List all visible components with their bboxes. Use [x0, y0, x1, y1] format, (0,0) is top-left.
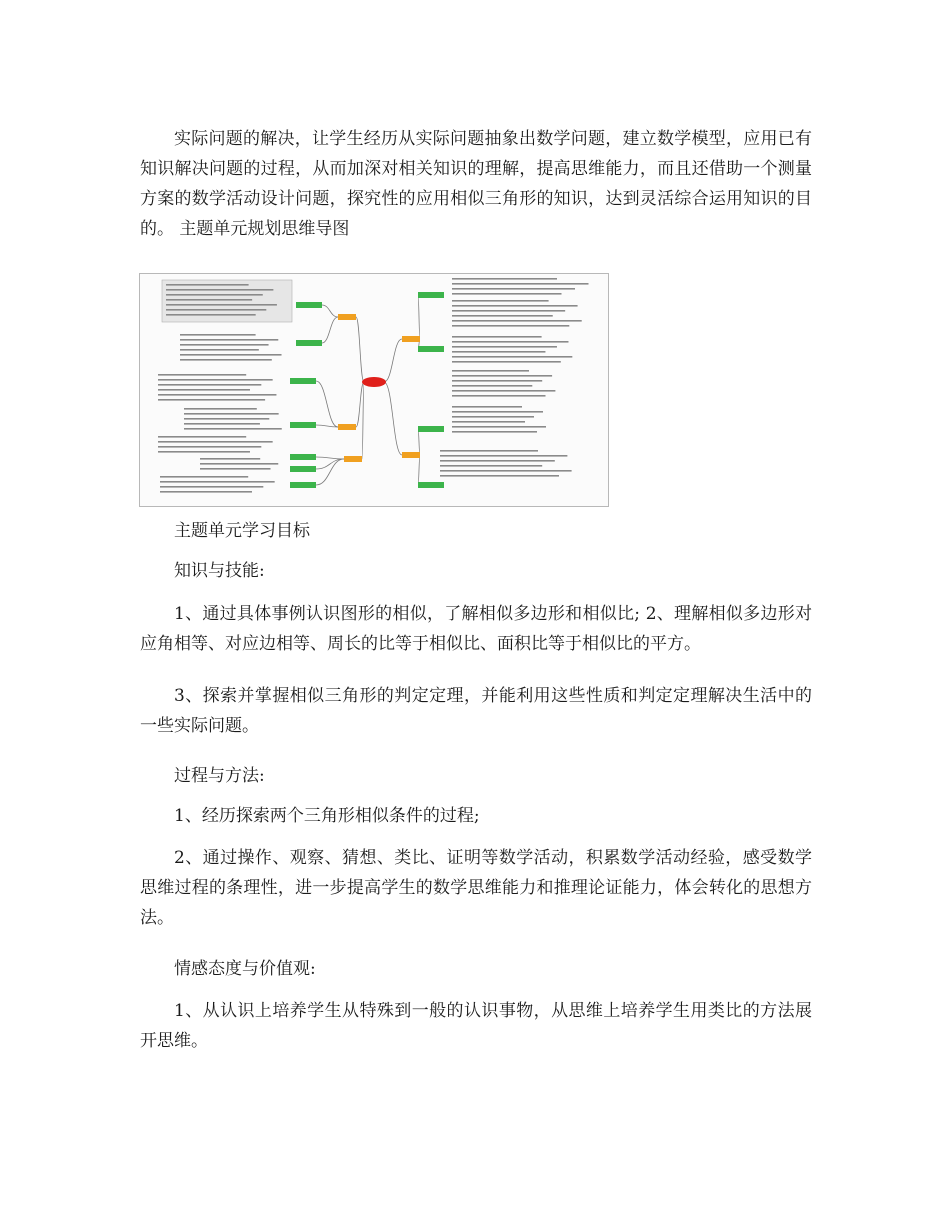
- mindmap-note-panel: [162, 280, 292, 322]
- mindmap-connector: [418, 295, 420, 339]
- intro-paragraph: 实际问题的解决，让学生经历从实际问题抽象出数学问题，建立数学模型，应用已有知识解决问题的过程，从而加深对相关知识的理解，提高思维能力，而且还借助一个测量方案的数学活动设计问题，探究性的应用相似三角形的知识，达到灵活综合运用知识的目的。 主题单元规划思维导图: [140, 129, 812, 239]
- mindmap-text-line: [440, 455, 567, 457]
- mindmap-note-line: [166, 314, 256, 316]
- mindmap-text-line: [180, 344, 269, 346]
- mindmap-connector: [316, 459, 344, 469]
- mindmap-text-line: [452, 416, 534, 418]
- mindmap-text-line: [452, 406, 522, 408]
- mindmap-leaf-node: [418, 346, 444, 352]
- mindmap-text-line: [452, 370, 529, 372]
- mindmap-text-line: [160, 476, 248, 478]
- mindmap-note-line: [166, 294, 263, 296]
- mindmap-text-line: [158, 441, 273, 443]
- mindmap-leaf-node: [296, 302, 322, 308]
- mindmap-branch-node: [338, 314, 356, 320]
- mindmap-leaf-node: [418, 292, 444, 298]
- mindmap-connector: [418, 429, 420, 455]
- mindmap-note-line: [166, 284, 249, 286]
- mindmap-text-line: [452, 385, 532, 387]
- mindmap-text-line: [452, 395, 546, 397]
- mindmap-text-line: [452, 336, 542, 338]
- mindmap-text-line: [180, 359, 272, 361]
- mindmap-text-line: [158, 379, 273, 381]
- mindmap-leaf-node: [418, 426, 444, 432]
- mindmap-text-line: [452, 361, 561, 363]
- mindmap-text-line: [180, 334, 256, 336]
- mindmap-text-line: [452, 356, 572, 358]
- mindmap-text-line: [158, 451, 250, 453]
- mindmap-text-line: [180, 349, 259, 351]
- mindmap-branch-node: [344, 456, 362, 462]
- process-item-2: 2、通过操作、观察、猜想、类比、证明等数学活动，积累数学活动经验，感受数学思维过程的条理性，进一步提高学生的数学思维能力和推理论证能力，体会转化的思想方法。: [140, 848, 812, 928]
- knowledge-heading: 知识与技能:: [174, 561, 265, 581]
- mindmap-text-line: [184, 413, 279, 415]
- mindmap-branch-node: [402, 336, 420, 342]
- mindmap-leaf-node: [290, 482, 316, 488]
- mindmap-branch-node: [402, 452, 420, 458]
- mindmap-connector: [316, 381, 338, 427]
- mindmap-text-line: [158, 389, 250, 391]
- emotion-item-1: 1、从认识上培养学生从特殊到一般的认识事物，从思维上培养学生用类比的方法展开思维。: [140, 1001, 812, 1051]
- process-item-1: 1、经历探索两个三角形相似条件的过程;: [174, 806, 480, 826]
- mindmap-connector: [316, 457, 344, 459]
- mindmap-text-line: [184, 428, 282, 430]
- mindmap-text-line: [158, 436, 246, 438]
- mindmap-text-line: [440, 460, 555, 462]
- mindmap-branch-node: [338, 424, 356, 430]
- mindmap-leaf-node: [290, 466, 316, 472]
- mindmap-text-line: [160, 491, 252, 493]
- mindmap-text-line: [452, 310, 565, 312]
- mindmap-text-line: [440, 475, 559, 477]
- mindmap-text-line: [452, 293, 562, 295]
- mindmap-text-line: [452, 351, 545, 353]
- mindmap-text-line: [452, 315, 553, 317]
- mindmap-text-line: [440, 470, 572, 472]
- mindmap-text-line: [452, 411, 543, 413]
- mindmap-connector: [362, 382, 364, 459]
- mindmap-text-line: [452, 431, 537, 433]
- mindmap-text-line: [180, 354, 282, 356]
- mindmap-text-line: [180, 339, 278, 341]
- mindmap-text-line: [158, 399, 265, 401]
- mindmap-text-line: [452, 305, 578, 307]
- mindmap-text-line: [452, 278, 557, 280]
- mindmap-text-line: [440, 465, 542, 467]
- mindmap-note-line: [166, 309, 266, 311]
- mindmap-connector: [322, 305, 338, 317]
- mindmap-center-node: [362, 377, 386, 387]
- mindmap-leaf-node: [296, 340, 322, 346]
- mindmap-leaf-node: [418, 482, 444, 488]
- mindmap-note-line: [166, 289, 273, 291]
- mindmap-connector: [356, 317, 364, 382]
- mindmap-text-line: [452, 341, 568, 343]
- mindmap-connector: [384, 339, 402, 382]
- mindmap-text-line: [452, 288, 575, 290]
- mindmap-text-line: [158, 384, 261, 386]
- mindmap-text-line: [160, 486, 263, 488]
- mindmap-text-line: [184, 408, 257, 410]
- mindmap-text-line: [452, 380, 542, 382]
- mindmap-text-line: [452, 300, 549, 302]
- mindmap-connector: [418, 455, 420, 485]
- mindmap-text-line: [452, 346, 557, 348]
- mindmap-text-line: [452, 421, 525, 423]
- mindmap-text-line: [200, 463, 278, 465]
- process-heading: 过程与方法:: [174, 766, 265, 786]
- mindmap-text-line: [200, 458, 260, 460]
- mindmap-connector: [316, 459, 344, 485]
- mindmap-note-line: [166, 304, 277, 306]
- mindmap-text-line: [184, 418, 269, 420]
- mind-map-drawing: [140, 274, 608, 506]
- mindmap-connector: [384, 382, 402, 455]
- mindmap-text-line: [158, 374, 246, 376]
- goals-heading: 主题单元学习目标: [174, 521, 310, 541]
- mindmap-text-line: [158, 446, 261, 448]
- mindmap-text-line: [452, 283, 589, 285]
- mindmap-text-line: [160, 481, 275, 483]
- mindmap-text-line: [452, 390, 555, 392]
- mindmap-text-line: [200, 468, 271, 470]
- mindmap-note-line: [166, 299, 252, 301]
- mindmap-leaf-node: [290, 378, 316, 384]
- mindmap-connector: [322, 317, 338, 343]
- mindmap-text-line: [452, 325, 569, 327]
- mindmap-leaf-node: [290, 422, 316, 428]
- knowledge-item-3: 3、探索并掌握相似三角形的判定定理，并能利用这些性质和判定定理解决生活中的一些实际问题。: [140, 686, 812, 736]
- mindmap-text-line: [440, 450, 538, 452]
- mindmap-text-line: [184, 423, 260, 425]
- mind-map-figure: [139, 273, 609, 507]
- mindmap-leaf-node: [290, 454, 316, 460]
- mindmap-text-line: [452, 426, 546, 428]
- mindmap-text-line: [452, 320, 582, 322]
- knowledge-item-1-2: 1、通过具体事例认识图形的相似，了解相似多边形和相似比; 2、理解相似多边形对应角相等、对应边相等、周长的比等于相似比、面积比等于相似比的平方。: [140, 604, 812, 654]
- mindmap-text-line: [452, 375, 552, 377]
- emotion-heading: 情感态度与价值观:: [174, 959, 316, 979]
- mindmap-text-line: [158, 394, 276, 396]
